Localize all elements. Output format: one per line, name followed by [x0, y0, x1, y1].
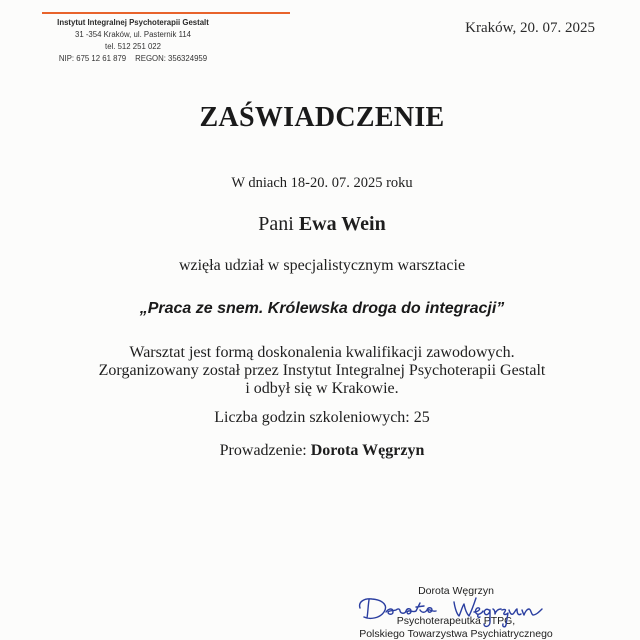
recipient-name: Ewa Wein	[298, 213, 386, 235]
institute-nip: NIP: 675 12 61 879	[58, 54, 127, 63]
institute-regon: REGON: 356324959	[135, 54, 208, 63]
instructor-name: Dorota Węgrzyn	[310, 442, 425, 459]
institute-phone: tel. 512 251 022	[105, 42, 161, 51]
description-line: i odbył się w Krakowie.	[245, 380, 399, 397]
description-line: Zorganizowany został przez Instytut Integralnej Psychoterapii Gestalt	[98, 362, 546, 379]
signatory-organization: Polskiego Towarzystwa Psychiatrycznego	[359, 628, 553, 640]
institute-address: 31 -354 Kraków, ul. Pasternik 114	[74, 30, 191, 39]
signature-stroke	[454, 598, 476, 616]
signature-stroke	[386, 603, 436, 614]
participation-statement: wzięła udział w specjalistycznym warsztacie	[178, 257, 466, 274]
workshop-description	[0, 344, 640, 398]
training-hours: Liczba godzin szkoleniowych: 25	[214, 409, 430, 426]
description-line: Warsztat jest formą doskonalenia kwalifikacji zawodowych.	[129, 344, 515, 361]
institute-name: Instytut Integralnej Psychoterapii Gestalt	[57, 18, 209, 27]
signatory-role: Psychoterapeutka PTPG,	[396, 615, 516, 627]
place-and-date: Kraków, 20. 07. 2025	[465, 20, 595, 36]
workshop-dates: W dniach 18-20. 07. 2025 roku	[231, 175, 413, 191]
instructor-line	[0, 441, 640, 460]
header-accent-bar	[42, 12, 290, 14]
document-title: ZAŚWIADCZENIE	[199, 102, 445, 133]
institute-header	[33, 17, 233, 65]
recipient-prefix: Pani	[258, 213, 294, 235]
signatory-name: Dorota Węgrzyn	[418, 585, 494, 597]
workshop-title: „Praca ze snem. Królewska droga do integracji”	[139, 300, 505, 317]
instructor-label: Prowadzenie:	[219, 442, 307, 459]
recipient-line	[0, 212, 640, 236]
institute-registry	[33, 53, 233, 65]
